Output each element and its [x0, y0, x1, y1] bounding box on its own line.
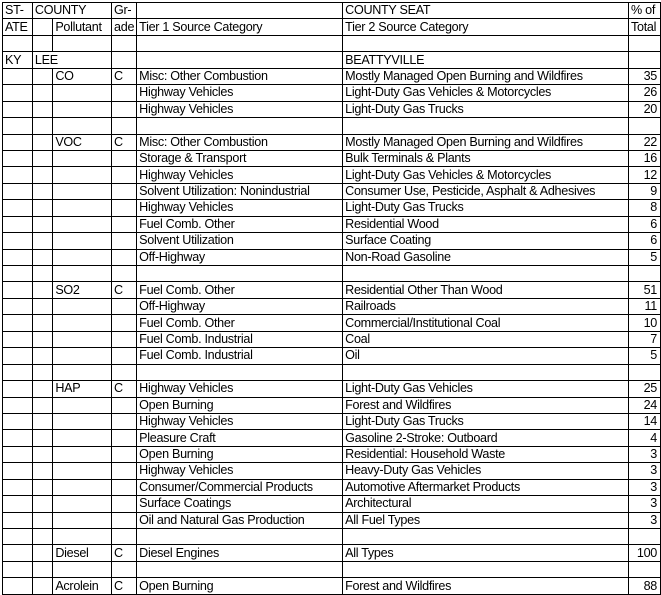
cell-grade [112, 529, 137, 545]
cell-tier1-source [137, 529, 343, 545]
cell-grade: C [112, 545, 137, 561]
cell-pollutant [53, 233, 112, 249]
cell-state [3, 545, 33, 561]
table-row [3, 578, 661, 594]
cell-grade [112, 413, 137, 429]
cell-state [3, 578, 33, 594]
cell-pollutant [53, 167, 112, 183]
cell-tier1-source: Highway Vehicles [137, 381, 343, 397]
cell-percent-of-total: 3 [629, 446, 661, 462]
cell-tier2-source: Consumer Use, Pesticide, Asphalt & Adhesives [343, 183, 629, 199]
cell-state: ATE [3, 19, 33, 35]
cell-tier2-source: Residential: Household Waste [343, 446, 629, 462]
cell-state [3, 200, 33, 216]
cell-pollutant [53, 200, 112, 216]
cell-tier2-source: Heavy-Duty Gas Vehicles [343, 463, 629, 479]
cell-tier1-source [137, 561, 343, 577]
cell-tier1-source: Solvent Utilization: Nonindustrial [137, 183, 343, 199]
cell-percent-of-total: 7 [629, 331, 661, 347]
cell-state [3, 512, 33, 528]
cell-tier1-source: Surface Coatings [137, 496, 343, 512]
cell-grade: C [112, 381, 137, 397]
cell-percent-of-total: 10 [629, 315, 661, 331]
cell-tier2-source: Light-Duty Gas Trucks [343, 101, 629, 117]
cell-county [32, 413, 52, 429]
cell-tier1-source: Misc: Other Combustion [137, 134, 343, 150]
cell-county [32, 35, 52, 51]
cell-tier2-source: Surface Coating [343, 233, 629, 249]
table-row [3, 52, 661, 68]
table-row [3, 19, 661, 35]
cell-pollutant [53, 479, 112, 495]
table-row [3, 85, 661, 101]
cell-state [3, 397, 33, 413]
cell-tier2-source: Light-Duty Gas Vehicles [343, 381, 629, 397]
cell-tier2-source [343, 266, 629, 282]
cell-tier2-source: Light-Duty Gas Vehicles & Motorcycles [343, 167, 629, 183]
cell-tier2-source: Tier 2 Source Category [343, 19, 629, 35]
cell-percent-of-total: 12 [629, 167, 661, 183]
cell-state [3, 249, 33, 265]
cell-county [32, 167, 52, 183]
table-row [3, 216, 661, 232]
cell-pollutant [53, 315, 112, 331]
cell-tier2-source: Architectural [343, 496, 629, 512]
cell-percent-of-total: 100 [629, 545, 661, 561]
table-row [3, 512, 661, 528]
cell-pollutant [53, 35, 112, 51]
table-row [3, 233, 661, 249]
cell-pollutant: Pollutant [53, 19, 112, 35]
cell-percent-of-total: 9 [629, 183, 661, 199]
cell-percent-of-total: 51 [629, 282, 661, 298]
cell-state [3, 134, 33, 150]
cell-tier1-source: Oil and Natural Gas Production [137, 512, 343, 528]
table-row [3, 150, 661, 166]
cell-grade [112, 331, 137, 347]
cell-state [3, 364, 33, 380]
cell-tier2-source: Mostly Managed Open Burning and Wildfires [343, 68, 629, 84]
cell-pollutant [53, 249, 112, 265]
cell-county: COUNTY [32, 3, 111, 19]
cell-percent-of-total: 16 [629, 150, 661, 166]
cell-pollutant [53, 298, 112, 314]
table-row [3, 298, 661, 314]
cell-grade [112, 216, 137, 232]
cell-state [3, 233, 33, 249]
cell-tier1-source: Fuel Comb. Industrial [137, 331, 343, 347]
cell-grade [112, 249, 137, 265]
cell-state [3, 68, 33, 84]
table-row [3, 266, 661, 282]
cell-pollutant [53, 348, 112, 364]
cell-county [32, 381, 52, 397]
table-row [3, 413, 661, 429]
table-row [3, 249, 661, 265]
cell-percent-of-total: 5 [629, 249, 661, 265]
cell-tier1-source: Open Burning [137, 578, 343, 594]
table-row [3, 463, 661, 479]
cell-pollutant: Acrolein [53, 578, 112, 594]
cell-percent-of-total: 25 [629, 381, 661, 397]
cell-county [32, 68, 52, 84]
cell-percent-of-total: 24 [629, 397, 661, 413]
cell-grade [112, 183, 137, 199]
table-row [3, 331, 661, 347]
cell-grade [112, 348, 137, 364]
cell-percent-of-total: 4 [629, 430, 661, 446]
cell-grade [112, 397, 137, 413]
table-row [3, 3, 661, 19]
emissions-table-body [3, 3, 661, 595]
cell-state [3, 496, 33, 512]
cell-state [3, 167, 33, 183]
cell-pollutant [53, 118, 112, 134]
cell-tier1-source [137, 35, 343, 51]
cell-tier1-source: Highway Vehicles [137, 413, 343, 429]
cell-state [3, 479, 33, 495]
cell-grade: Gr- [112, 3, 137, 19]
cell-tier2-source: Non-Road Gasoline [343, 249, 629, 265]
cell-state [3, 430, 33, 446]
cell-tier1-source: Misc: Other Combustion [137, 68, 343, 84]
table-row [3, 430, 661, 446]
cell-grade [112, 298, 137, 314]
cell-percent-of-total: 11 [629, 298, 661, 314]
cell-state [3, 413, 33, 429]
cell-tier1-source: Highway Vehicles [137, 101, 343, 117]
cell-tier2-source: Coal [343, 331, 629, 347]
cell-percent-of-total: 6 [629, 216, 661, 232]
cell-county [32, 348, 52, 364]
cell-tier2-source [343, 364, 629, 380]
cell-tier1-source: Fuel Comb. Industrial [137, 348, 343, 364]
cell-grade [112, 463, 137, 479]
cell-pollutant [53, 561, 112, 577]
cell-state [3, 331, 33, 347]
cell-grade [112, 479, 137, 495]
cell-tier2-source: Residential Other Than Wood [343, 282, 629, 298]
cell-percent-of-total: 5 [629, 348, 661, 364]
cell-county [32, 200, 52, 216]
cell-tier2-source [343, 35, 629, 51]
table-row [3, 118, 661, 134]
cell-percent-of-total [629, 529, 661, 545]
cell-percent-of-total [629, 118, 661, 134]
cell-tier2-source [343, 529, 629, 545]
cell-percent-of-total: 22 [629, 134, 661, 150]
cell-pollutant [53, 150, 112, 166]
cell-percent-of-total: 26 [629, 85, 661, 101]
cell-percent-of-total [629, 52, 661, 68]
cell-tier2-source: Residential Wood [343, 216, 629, 232]
cell-grade [112, 496, 137, 512]
cell-tier2-source: All Types [343, 545, 629, 561]
cell-state: ST- [3, 3, 33, 19]
cell-county [32, 233, 52, 249]
cell-pollutant [53, 85, 112, 101]
cell-state [3, 529, 33, 545]
table-row [3, 200, 661, 216]
cell-county: LEE [32, 52, 111, 68]
cell-percent-of-total: 14 [629, 413, 661, 429]
cell-pollutant [53, 430, 112, 446]
cell-state [3, 150, 33, 166]
cell-county [32, 364, 52, 380]
cell-grade [112, 118, 137, 134]
cell-tier1-source: Highway Vehicles [137, 85, 343, 101]
cell-county [32, 298, 52, 314]
cell-county [32, 266, 52, 282]
cell-pollutant [53, 266, 112, 282]
cell-grade: C [112, 282, 137, 298]
cell-percent-of-total [629, 35, 661, 51]
cell-pollutant [53, 512, 112, 528]
cell-pollutant [53, 529, 112, 545]
cell-county [32, 578, 52, 594]
cell-tier2-source: Forest and Wildfires [343, 397, 629, 413]
cell-pollutant [53, 364, 112, 380]
cell-county [32, 118, 52, 134]
cell-county [32, 512, 52, 528]
cell-tier1-source [137, 52, 343, 68]
cell-county [32, 446, 52, 462]
cell-percent-of-total [629, 561, 661, 577]
cell-tier2-source: Forest and Wildfires [343, 578, 629, 594]
cell-grade [112, 52, 137, 68]
cell-percent-of-total [629, 364, 661, 380]
table-row [3, 446, 661, 462]
cell-tier2-source: Railroads [343, 298, 629, 314]
cell-tier1-source: Solvent Utilization [137, 233, 343, 249]
cell-tier2-source: Automotive Aftermarket Products [343, 479, 629, 495]
table-row [3, 364, 661, 380]
cell-tier2-source: BEATTYVILLE [343, 52, 629, 68]
cell-county [32, 430, 52, 446]
cell-grade: C [112, 68, 137, 84]
cell-state [3, 463, 33, 479]
cell-pollutant [53, 101, 112, 117]
table-row [3, 348, 661, 364]
cell-grade [112, 266, 137, 282]
cell-grade [112, 150, 137, 166]
cell-state [3, 35, 33, 51]
cell-percent-of-total: 88 [629, 578, 661, 594]
cell-state [3, 216, 33, 232]
cell-state [3, 101, 33, 117]
cell-percent-of-total: % of [629, 3, 661, 19]
cell-pollutant [53, 183, 112, 199]
cell-county [32, 216, 52, 232]
table-row [3, 561, 661, 577]
cell-tier1-source: Highway Vehicles [137, 463, 343, 479]
cell-county [32, 479, 52, 495]
cell-tier1-source: Off-Highway [137, 249, 343, 265]
cell-tier2-source: Bulk Terminals & Plants [343, 150, 629, 166]
cell-tier1-source: Pleasure Craft [137, 430, 343, 446]
cell-county [32, 331, 52, 347]
table-row [3, 397, 661, 413]
cell-tier1-source: Fuel Comb. Other [137, 282, 343, 298]
cell-percent-of-total: 35 [629, 68, 661, 84]
cell-grade [112, 200, 137, 216]
table-row [3, 381, 661, 397]
cell-grade [112, 35, 137, 51]
cell-grade: ade [112, 19, 137, 35]
cell-pollutant: Diesel [53, 545, 112, 561]
cell-tier1-source [137, 266, 343, 282]
cell-tier1-source: Open Burning [137, 397, 343, 413]
cell-pollutant: VOC [53, 134, 112, 150]
table-row [3, 35, 661, 51]
cell-pollutant [53, 496, 112, 512]
cell-percent-of-total: 8 [629, 200, 661, 216]
cell-county [32, 134, 52, 150]
cell-tier2-source: Light-Duty Gas Vehicles & Motorcycles [343, 85, 629, 101]
cell-grade: C [112, 578, 137, 594]
table-row [3, 315, 661, 331]
cell-state [3, 266, 33, 282]
emissions-table [2, 2, 661, 595]
cell-pollutant [53, 331, 112, 347]
cell-pollutant [53, 216, 112, 232]
table-row [3, 167, 661, 183]
cell-tier2-source: Mostly Managed Open Burning and Wildfires [343, 134, 629, 150]
table-row [3, 101, 661, 117]
cell-grade [112, 364, 137, 380]
cell-grade [112, 561, 137, 577]
cell-tier1-source: Tier 1 Source Category [137, 19, 343, 35]
cell-county [32, 529, 52, 545]
table-row [3, 496, 661, 512]
cell-state [3, 381, 33, 397]
cell-county [32, 463, 52, 479]
cell-tier2-source: Light-Duty Gas Trucks [343, 200, 629, 216]
cell-grade [112, 85, 137, 101]
table-row [3, 134, 661, 150]
cell-pollutant: SO2 [53, 282, 112, 298]
cell-pollutant [53, 446, 112, 462]
cell-grade [112, 446, 137, 462]
cell-state: KY [3, 52, 33, 68]
cell-county [32, 282, 52, 298]
cell-tier2-source [343, 118, 629, 134]
cell-tier1-source: Off-Highway [137, 298, 343, 314]
cell-tier1-source: Fuel Comb. Other [137, 315, 343, 331]
table-row [3, 183, 661, 199]
cell-percent-of-total: Total [629, 19, 661, 35]
cell-tier2-source [343, 561, 629, 577]
cell-grade [112, 233, 137, 249]
table-row [3, 68, 661, 84]
cell-tier1-source: Highway Vehicles [137, 200, 343, 216]
cell-tier1-source [137, 3, 343, 19]
cell-grade [112, 167, 137, 183]
table-row [3, 479, 661, 495]
cell-pollutant: HAP [53, 381, 112, 397]
cell-percent-of-total: 6 [629, 233, 661, 249]
cell-tier1-source [137, 364, 343, 380]
cell-state [3, 85, 33, 101]
cell-tier2-source: All Fuel Types [343, 512, 629, 528]
cell-county [32, 150, 52, 166]
cell-pollutant: CO [53, 68, 112, 84]
cell-state [3, 118, 33, 134]
cell-county [32, 19, 52, 35]
cell-county [32, 397, 52, 413]
cell-county [32, 496, 52, 512]
cell-state [3, 315, 33, 331]
table-row [3, 545, 661, 561]
cell-grade [112, 430, 137, 446]
cell-tier2-source: Light-Duty Gas Trucks [343, 413, 629, 429]
cell-pollutant [53, 463, 112, 479]
cell-tier1-source: Fuel Comb. Other [137, 216, 343, 232]
cell-grade [112, 512, 137, 528]
cell-tier1-source: Storage & Transport [137, 150, 343, 166]
cell-tier2-source: COUNTY SEAT [343, 3, 629, 19]
cell-tier1-source: Diesel Engines [137, 545, 343, 561]
cell-percent-of-total: 3 [629, 496, 661, 512]
cell-county [32, 249, 52, 265]
cell-county [32, 545, 52, 561]
cell-county [32, 315, 52, 331]
cell-tier2-source: Oil [343, 348, 629, 364]
cell-tier1-source: Highway Vehicles [137, 167, 343, 183]
cell-tier2-source: Commercial/Institutional Coal [343, 315, 629, 331]
cell-percent-of-total: 20 [629, 101, 661, 117]
cell-percent-of-total: 3 [629, 463, 661, 479]
cell-tier1-source: Consumer/Commercial Products [137, 479, 343, 495]
table-row [3, 529, 661, 545]
cell-grade: C [112, 134, 137, 150]
cell-county [32, 561, 52, 577]
cell-state [3, 446, 33, 462]
cell-county [32, 85, 52, 101]
cell-tier1-source [137, 118, 343, 134]
cell-grade [112, 315, 137, 331]
cell-percent-of-total: 3 [629, 479, 661, 495]
cell-pollutant [53, 397, 112, 413]
cell-grade [112, 101, 137, 117]
cell-state [3, 298, 33, 314]
cell-tier1-source: Open Burning [137, 446, 343, 462]
cell-percent-of-total: 3 [629, 512, 661, 528]
cell-pollutant [53, 413, 112, 429]
cell-state [3, 282, 33, 298]
cell-county [32, 183, 52, 199]
cell-percent-of-total [629, 266, 661, 282]
cell-county [32, 101, 52, 117]
cell-tier2-source: Gasoline 2-Stroke: Outboard [343, 430, 629, 446]
cell-state [3, 561, 33, 577]
cell-state [3, 348, 33, 364]
cell-state [3, 183, 33, 199]
table-row [3, 282, 661, 298]
